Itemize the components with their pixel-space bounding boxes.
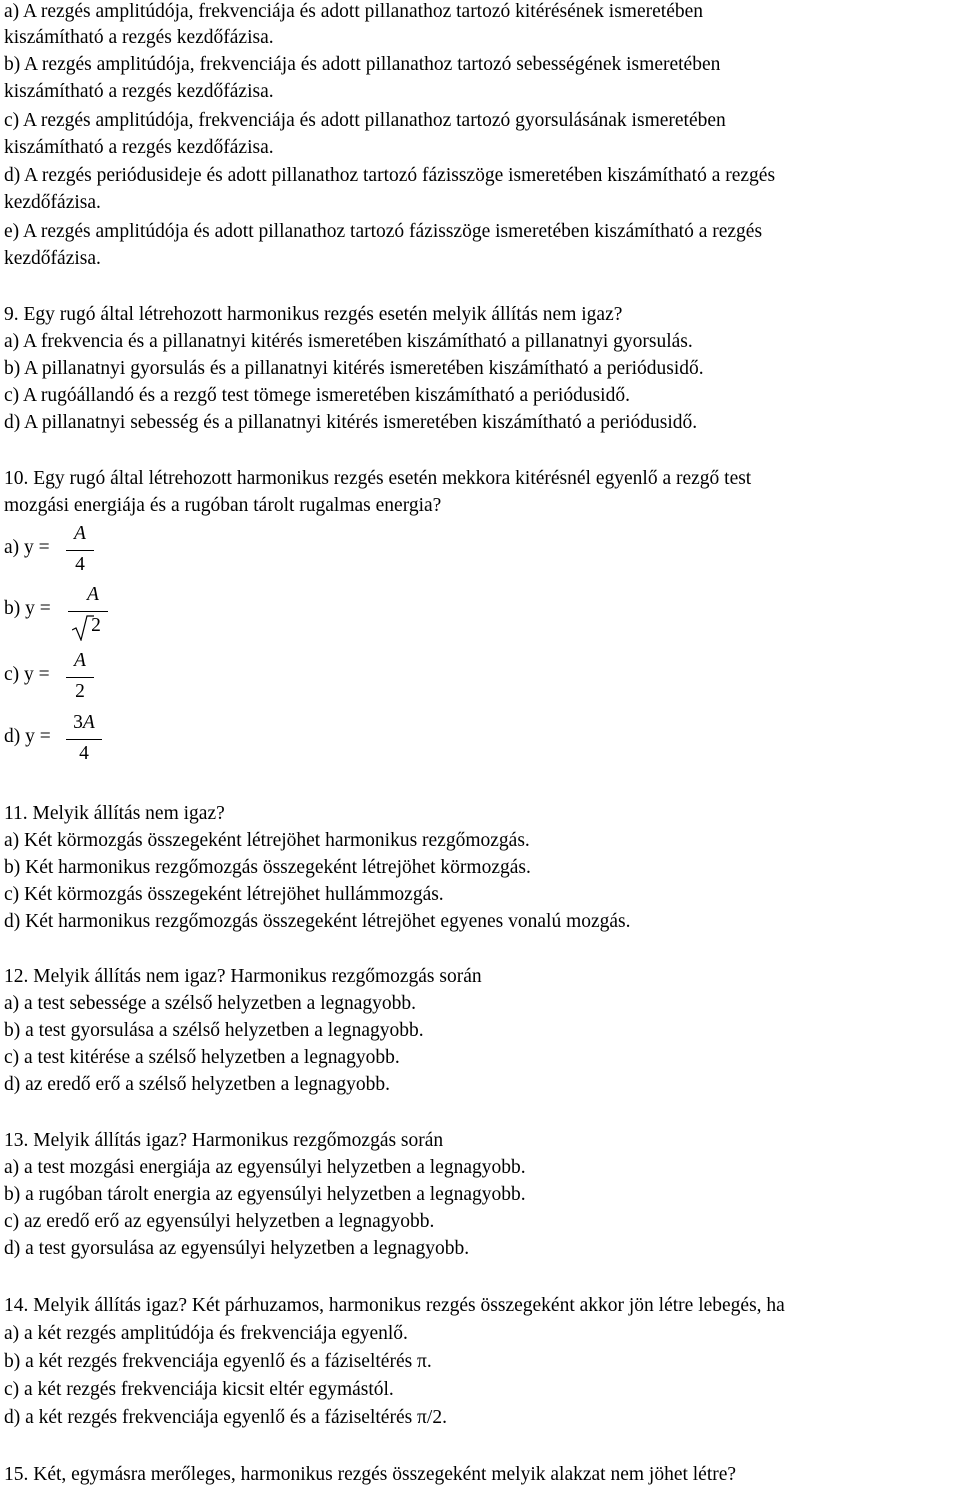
q15-question: 15. Két, egymásra merőleges, harmonikus rezgés összegeként melyik alakzat nem jöhet létre? [4, 1464, 737, 1485]
fraction-b [68, 584, 108, 646]
q9-option-b: b) A pillanatnyi gyorsulás és a pillanatnyi kitérés ismeretében kiszámítható a periódusidő. [4, 358, 704, 379]
q14-option-a: a) a két rezgés amplitúdója és frekvenciája egyenlő. [4, 1323, 408, 1344]
q9-option-d: d) A pillanatnyi sebesség és a pillanatnyi kitérés ismeretében kiszámítható a periódusidő. [4, 412, 698, 433]
q8-option-b-line1: b) A rezgés amplitúdója, frekvenciája és adott pillanathoz tartozó sebességének ismeretében [4, 54, 721, 75]
q8-option-e-line2: kezdőfázisa. [4, 248, 101, 269]
q14-question: 14. Melyik állítás igaz? Két párhuzamos, harmonikus rezgés összegeként akkor jön létre lebegés, ha [4, 1295, 785, 1316]
q8-option-c-line1: c) A rezgés amplitúdója, frekvenciája és adott pillanathoz tartozó gyorsulásának ismeretében [4, 110, 726, 131]
q10-option-d-label: d) y = [4, 726, 51, 747]
fraction-a-bar [66, 550, 94, 551]
fraction-b-denominator: 2 [91, 615, 101, 636]
fraction-c-numerator: A [74, 650, 86, 671]
q11-option-b: b) Két harmonikus rezgőmozgás összegeként létrejöhet körmozgás. [4, 857, 531, 878]
q10-option-c-label: c) y = [4, 664, 50, 685]
q14-option-c: c) a két rezgés frekvenciája kicsit eltér egymástól. [4, 1379, 394, 1400]
q12-option-b: b) a test gyorsulása a szélső helyzetben a legnagyobb. [4, 1020, 424, 1041]
fraction-c-denominator: 2 [75, 681, 85, 702]
q12-option-a: a) a test sebessége a szélső helyzetben a legnagyobb. [4, 993, 417, 1014]
q14-option-d: d) a két rezgés frekvenciája egyenlő és a fáziseltérés π/2. [4, 1407, 447, 1428]
fraction-d-bar [66, 739, 102, 740]
q8-option-d-line2: kezdőfázisa. [4, 192, 101, 213]
q13-option-b: b) a rugóban tárolt energia az egyensúlyi helyzetben a legnagyobb. [4, 1184, 526, 1205]
fraction-b-bar [68, 611, 108, 612]
fraction-c-bar [66, 677, 94, 678]
fraction-c [66, 650, 94, 710]
fraction-b-numerator: A [87, 584, 99, 605]
q10-question-line2: mozgási energiája és a rugóban tárolt rugalmas energia? [4, 495, 442, 516]
fraction-d-numerator: 3A [73, 712, 95, 733]
q9-question: 9. Egy rugó által létrehozott harmonikus rezgés esetén melyik állítás nem igaz? [4, 304, 623, 325]
q9-option-c: c) A rugóállandó és a rezgő test tömege ismeretében kiszámítható a periódusidő. [4, 385, 630, 406]
q10-option-a [4, 523, 304, 583]
q14-option-b: b) a két rezgés frekvenciája egyenlő és a fáziseltérés π. [4, 1351, 432, 1372]
q10-question-line1: 10. Egy rugó által létrehozott harmonikus rezgés esetén mekkora kitérésnél egyenlő a rezgő test [4, 468, 752, 489]
fraction-a-denominator: 4 [75, 554, 85, 575]
q10-option-b [4, 584, 304, 644]
q11-question: 11. Melyik állítás nem igaz? [4, 803, 225, 824]
q8-option-a-line1: a) A rezgés amplitúdója, frekvenciája és adott pillanathoz tartozó kitérésének ismeretében [4, 1, 704, 22]
q8-option-b-line2: kiszámítható a rezgés kezdőfázisa. [4, 81, 274, 102]
q10-option-c [4, 650, 304, 710]
q11-option-c: c) Két körmozgás összegeként létrejöhet hullámmozgás. [4, 884, 444, 905]
q8-option-c-line2: kiszámítható a rezgés kezdőfázisa. [4, 137, 274, 158]
q12-option-d: d) az eredő erő a szélső helyzetben a legnagyobb. [4, 1074, 391, 1095]
q12-option-c: c) a test kitérése a szélső helyzetben a legnagyobb. [4, 1047, 400, 1068]
q10-option-a-label: a) y = [4, 537, 50, 558]
q8-option-e-line1: e) A rezgés amplitúdója és adott pillanathoz tartozó fázisszöge ismeretében kiszámítható a rezgés [4, 221, 763, 242]
fraction-a-numerator: A [74, 523, 86, 544]
q11-option-a: a) Két körmozgás összegeként létrejöhet harmonikus rezgőmozgás. [4, 830, 530, 851]
q11-option-d: d) Két harmonikus rezgőmozgás összegeként létrejöhet egyenes vonalú mozgás. [4, 911, 631, 932]
q13-option-c: c) az eredő erő az egyensúlyi helyzetben a legnagyobb. [4, 1211, 435, 1232]
fraction-d [66, 712, 102, 772]
q10-option-d [4, 712, 304, 772]
q10-option-b-label: b) y = [4, 598, 51, 619]
q13-question: 13. Melyik állítás igaz? Harmonikus rezgőmozgás során [4, 1130, 444, 1151]
q12-question: 12. Melyik állítás nem igaz? Harmonikus rezgőmozgás során [4, 966, 482, 987]
q13-option-d: d) a test gyorsulása az egyensúlyi helyzetben a legnagyobb. [4, 1238, 470, 1259]
q13-option-a: a) a test mozgási energiája az egyensúlyi helyzetben a legnagyobb. [4, 1157, 526, 1178]
fraction-a [66, 523, 94, 583]
q8-option-a-line2: kiszámítható a rezgés kezdőfázisa. [4, 27, 274, 48]
q8-option-d-line1: d) A rezgés periódusideje és adott pillanathoz tartozó fázisszöge ismeretében kiszámítható a rezgés [4, 165, 776, 186]
q9-option-a: a) A frekvencia és a pillanatnyi kitérés ismeretében kiszámítható a pillanatnyi gyorsulás. [4, 331, 693, 352]
fraction-d-denominator: 4 [79, 743, 89, 764]
